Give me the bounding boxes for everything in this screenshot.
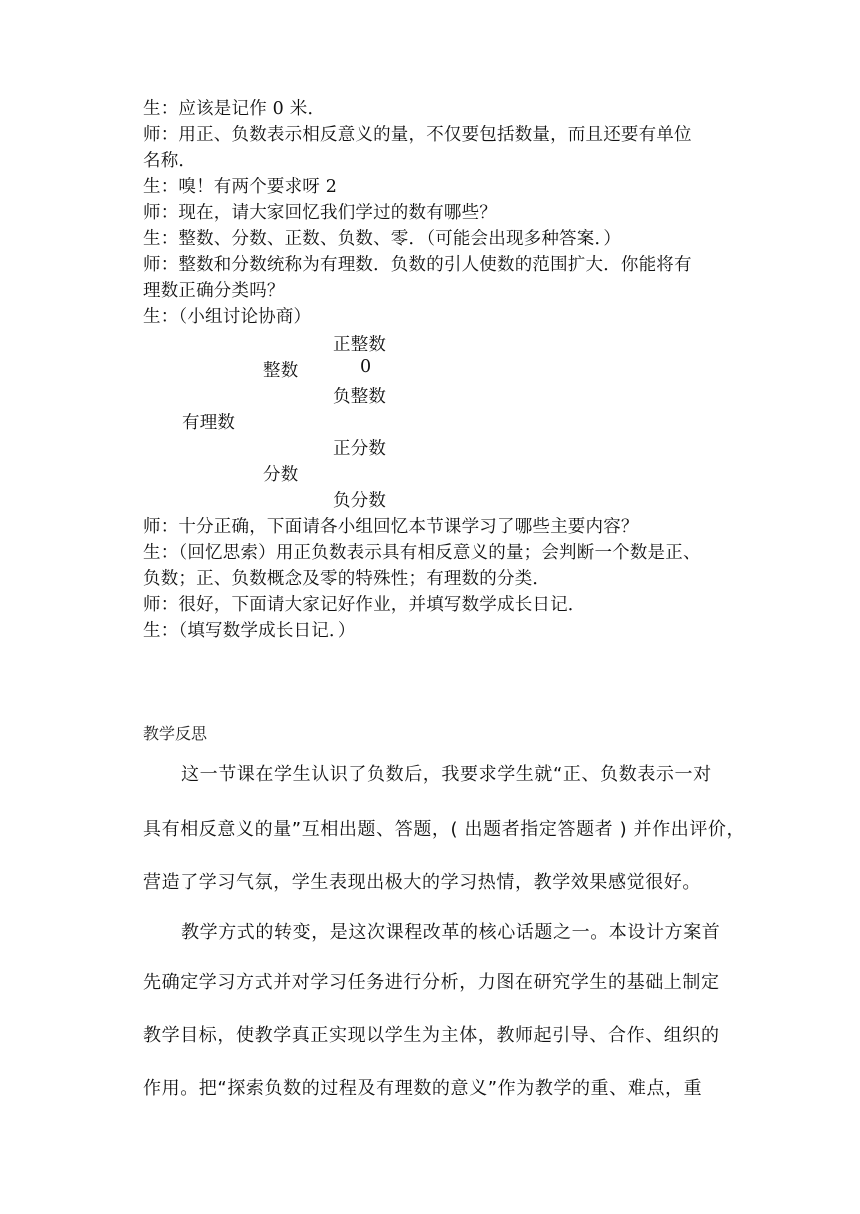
tree-root-rational: 有理数 — [182, 413, 236, 433]
speaker-label: 生： — [143, 307, 179, 327]
reflection-line: 具有相反意义的量”互相出题、答题，( 出题者指定答题者 ) 并作出评价， — [143, 819, 746, 840]
speaker-label: 生： — [143, 621, 179, 641]
speaker-label: 生： — [143, 229, 179, 249]
tree-positive-integer: 正整数 — [333, 335, 387, 355]
tree-zero: 0 — [360, 357, 372, 377]
dialogue-line — [143, 173, 337, 198]
dialogue-text: （回忆思索）用正负数表示具有相反意义的量；会判断一个数是正、 — [178, 543, 701, 563]
tree-negative-integer: 负整数 — [333, 387, 387, 407]
dialogue-text: 很好，下面请大家记好作业，并填写数学成长日记． — [178, 595, 586, 615]
dialogue-text: 现在，请大家回忆我们学过的数有哪些？ — [178, 203, 498, 223]
dialogue-text: 整数和分数统称为有理数．负数的引人使数的范围扩大．你能将有 — [178, 255, 692, 275]
dialogue-continuation: 负数；正、负数概念及零的特殊性；有理数的分类． — [143, 569, 551, 589]
speaker-label: 生： — [143, 99, 179, 119]
dialogue-line — [143, 513, 639, 538]
speaker-label: 师： — [143, 203, 179, 223]
dialogue-continuation: 名称． — [143, 151, 197, 171]
speaker-label: 师： — [143, 125, 179, 145]
dialogue-line — [143, 251, 692, 276]
reflection-line: 这一节课在学生认识了负数后，我要求学生就“正、负数表示一对 — [181, 764, 712, 785]
dialogue-text: 应该是记作 0 米． — [178, 99, 326, 119]
speaker-label: 师： — [143, 517, 179, 537]
reflection-line: 作用。把“探索负数的过程及有理数的意义”作为教学的重、难点，重 — [143, 1078, 703, 1099]
speaker-label: 生： — [143, 543, 179, 563]
tree-integers-label: 整数 — [263, 361, 299, 381]
dialogue-line — [143, 591, 586, 616]
dialogue-text: 嗅！有两个要求呀 2 — [178, 177, 338, 197]
dialogue-line — [143, 199, 497, 224]
tree-positive-fraction: 正分数 — [333, 439, 387, 459]
dialogue-line — [143, 617, 356, 642]
reflection-line: 先确定学习方式并对学习任务进行分析，力图在研究学生的基础上制定 — [143, 972, 720, 993]
tree-negative-fraction: 负分数 — [333, 491, 387, 511]
dialogue-text: （小组讨论协商） — [178, 307, 312, 327]
speaker-label: 生： — [143, 177, 179, 197]
dialogue-text: 十分正确，下面请各小组回忆本节课学习了哪些主要内容？ — [178, 517, 639, 537]
dialogue-line — [143, 121, 692, 146]
dialogue-line — [143, 303, 311, 328]
section-heading: 教学反思 — [143, 724, 208, 743]
dialogue-line — [143, 539, 701, 564]
dialogue-text: 整数、分数、正数、负数、零．（可能会出现多种答案．） — [178, 229, 622, 249]
dialogue-text: （填写数学成长日记．） — [178, 621, 356, 641]
reflection-line: 营造了学习气氛，学生表现出极大的学习热情，教学效果感觉很好。 — [143, 872, 701, 893]
dialogue-line — [143, 95, 325, 120]
reflection-line: 教学方式的转变，是这次课程改革的核心话题之一。本设计方案首 — [181, 922, 721, 943]
dialogue-continuation: 理数正确分类吗？ — [143, 281, 285, 301]
speaker-label: 师： — [143, 255, 179, 275]
reflection-line: 教学目标，使教学真正实现以学生为主体，教师起引导、合作、组织的 — [143, 1025, 720, 1046]
tree-fractions-label: 分数 — [263, 465, 299, 485]
speaker-label: 师： — [143, 595, 179, 615]
dialogue-line — [143, 225, 621, 250]
dialogue-text: 用正、负数表示相反意义的量，不仅要包括数量，而且还要有单位 — [178, 125, 692, 145]
